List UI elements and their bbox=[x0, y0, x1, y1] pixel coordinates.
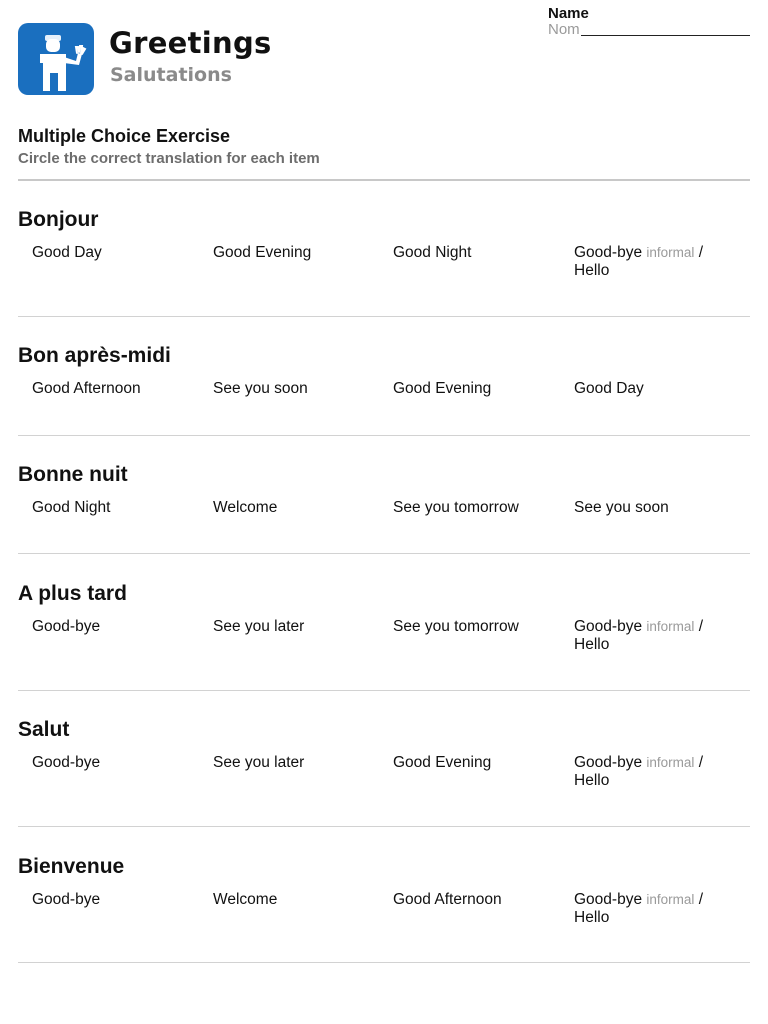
question-item bbox=[18, 463, 750, 539]
answer-option[interactable] bbox=[32, 754, 202, 772]
name-field bbox=[548, 5, 750, 38]
exercise-instructions: Circle the correct translation for each item bbox=[18, 150, 320, 167]
answer-option-text: Good-bye bbox=[574, 891, 643, 908]
question-word: Salut bbox=[18, 718, 70, 741]
name-write-line[interactable] bbox=[581, 23, 750, 36]
informal-note: informal bbox=[646, 755, 695, 770]
question-item bbox=[18, 855, 750, 931]
answer-option[interactable] bbox=[574, 754, 744, 790]
answer-option-text: Good Day bbox=[574, 380, 644, 397]
answer-option[interactable] bbox=[574, 380, 744, 398]
answer-option[interactable] bbox=[213, 380, 383, 398]
question-item bbox=[18, 208, 750, 284]
answer-option[interactable] bbox=[213, 499, 383, 517]
informal-note: informal bbox=[646, 245, 695, 260]
answer-option-text: Good-bye bbox=[32, 754, 101, 771]
answer-options bbox=[18, 754, 750, 794]
answer-option-text: Good Afternoon bbox=[32, 380, 141, 397]
question-divider bbox=[18, 690, 750, 691]
exercise-title: Multiple Choice Exercise bbox=[18, 126, 231, 146]
answer-option-text: Good-bye bbox=[32, 891, 101, 908]
question-word: Bon après-midi bbox=[18, 344, 171, 367]
answer-option[interactable] bbox=[393, 618, 563, 636]
answer-option-text: Welcome bbox=[213, 499, 278, 516]
answer-option-text: Good Evening bbox=[393, 754, 492, 771]
answer-option-text-line2: Hello bbox=[574, 909, 610, 926]
question-divider bbox=[18, 435, 750, 436]
answer-option[interactable] bbox=[393, 499, 563, 517]
answer-option-text: Good-bye bbox=[574, 754, 643, 771]
answer-options bbox=[18, 618, 750, 658]
page-title: Greetings bbox=[109, 26, 272, 60]
answer-option-text: Good-bye bbox=[32, 618, 101, 635]
informal-note: informal bbox=[646, 619, 695, 634]
answer-option-text: See you later bbox=[213, 754, 305, 771]
question-word: Bonne nuit bbox=[18, 463, 128, 486]
app-logo bbox=[18, 23, 94, 95]
answer-option[interactable] bbox=[574, 499, 744, 517]
question-word: Bienvenue bbox=[18, 855, 125, 878]
answer-option[interactable] bbox=[574, 244, 744, 280]
answer-option-text: Good Evening bbox=[393, 380, 492, 397]
answer-option[interactable] bbox=[32, 618, 202, 636]
answer-option[interactable] bbox=[213, 754, 383, 772]
question-item bbox=[18, 344, 750, 420]
answer-option-text: Good-bye bbox=[574, 618, 643, 635]
answer-option-text: See you tomorrow bbox=[393, 499, 519, 516]
answer-option[interactable] bbox=[32, 891, 202, 909]
option-separator: / bbox=[698, 754, 704, 771]
waving-person-icon bbox=[18, 23, 94, 95]
answer-option-text: Good Night bbox=[393, 244, 472, 261]
informal-note: informal bbox=[646, 892, 695, 907]
question-item bbox=[18, 718, 750, 794]
question-divider bbox=[18, 962, 750, 963]
answer-options bbox=[18, 499, 750, 539]
question-item bbox=[18, 582, 750, 658]
answer-option-text: See you soon bbox=[213, 380, 308, 397]
answer-option-text-line2: Hello bbox=[574, 262, 610, 279]
question-word: Bonjour bbox=[18, 208, 99, 231]
answer-option[interactable] bbox=[213, 891, 383, 909]
answer-options bbox=[18, 380, 750, 420]
answer-option[interactable] bbox=[574, 618, 744, 654]
answer-option-text: Good Afternoon bbox=[393, 891, 502, 908]
answer-option-text: Good Day bbox=[32, 244, 102, 261]
answer-option[interactable] bbox=[574, 891, 744, 927]
question-divider bbox=[18, 316, 750, 317]
answer-option-text-line2: Hello bbox=[574, 772, 610, 789]
answer-option[interactable] bbox=[393, 380, 563, 398]
answer-option[interactable] bbox=[393, 891, 563, 909]
answer-option[interactable] bbox=[213, 618, 383, 636]
answer-option-text: See you tomorrow bbox=[393, 618, 519, 635]
answer-option-text: Good Night bbox=[32, 499, 111, 516]
answer-option-text: See you later bbox=[213, 618, 305, 635]
page-subtitle: Salutations bbox=[110, 64, 232, 86]
answer-option-text-line2: Hello bbox=[574, 636, 610, 653]
option-separator: / bbox=[698, 891, 704, 908]
question-divider bbox=[18, 826, 750, 827]
name-label: Name bbox=[548, 5, 589, 22]
question-divider bbox=[18, 553, 750, 554]
answer-option-text: Good Evening bbox=[213, 244, 312, 261]
option-separator: / bbox=[698, 244, 704, 261]
answer-option-text: See you soon bbox=[574, 499, 669, 516]
answer-option-text: Good-bye bbox=[574, 244, 643, 261]
answer-options bbox=[18, 244, 750, 284]
header-divider bbox=[18, 179, 750, 181]
name-entry-row bbox=[548, 22, 750, 38]
option-separator: / bbox=[698, 618, 704, 635]
answer-option[interactable] bbox=[393, 244, 563, 262]
answer-option[interactable] bbox=[393, 754, 563, 772]
answer-option-text: Welcome bbox=[213, 891, 278, 908]
answer-option[interactable] bbox=[32, 244, 202, 262]
answer-option[interactable] bbox=[32, 499, 202, 517]
answer-option[interactable] bbox=[32, 380, 202, 398]
name-sublabel: Nom bbox=[548, 21, 580, 38]
answer-options bbox=[18, 891, 750, 931]
answer-option[interactable] bbox=[213, 244, 383, 262]
question-word: A plus tard bbox=[18, 582, 127, 605]
